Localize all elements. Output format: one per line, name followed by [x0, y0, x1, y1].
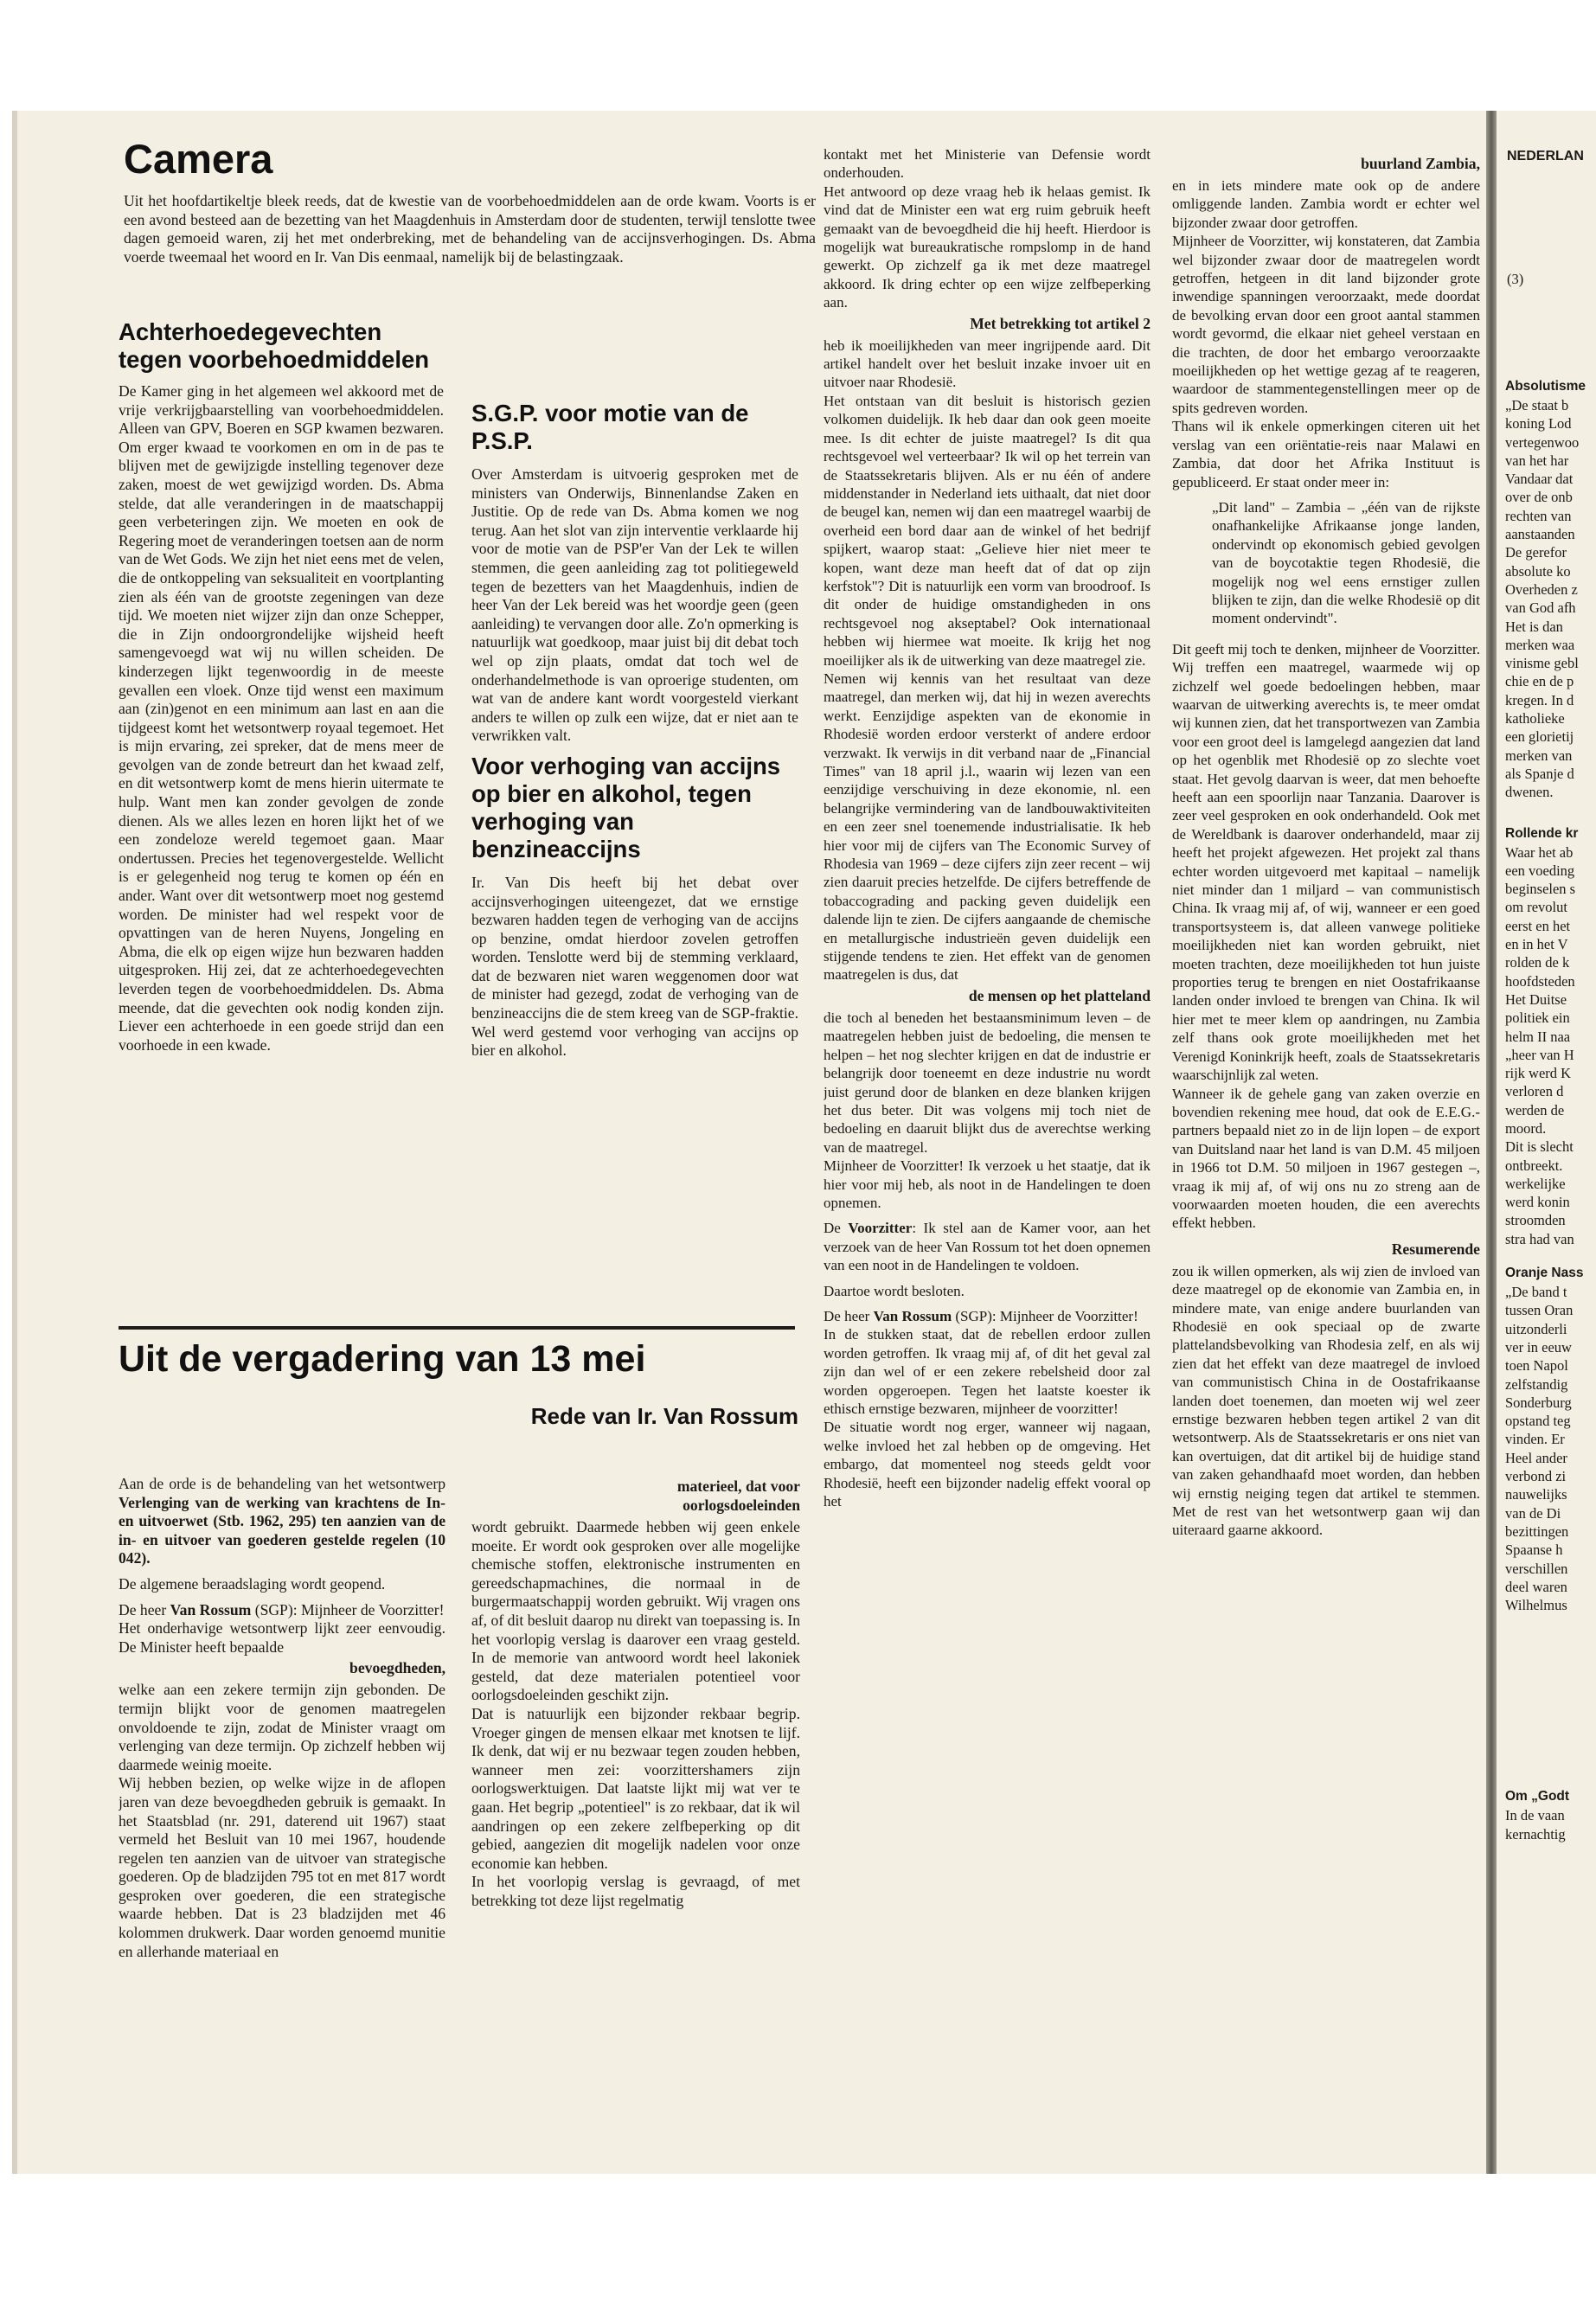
rossum-paragraph-5: Dat is natuurlijk een bijzonder rekbaar begrip. Vroeger gingen de mensen elkaar met knotsen te lijf. Ik denk, dat wij er nu bezwaar tegen zouden hebben, wanneer men zei: voorzittershamers zijn oorlogswerktuigen. Dat laatste lijkt mij wat ver te gaan. Het begrip „potentieel" is zo rekbaar, dat ik wil aandringen op een zekere zelfbeperking op dit gebied, aangezien dit mogelijk nadelen voor onze economie kan hebben.: [471, 1704, 800, 1872]
adjacent-line: Sonderburg: [1505, 1394, 1572, 1411]
rossum-speaker-line: [824, 1307, 1151, 1325]
adjacent-line: Het Duitse: [1505, 990, 1567, 1008]
adjacent-heading: Om „Godt: [1505, 1789, 1570, 1804]
subhead-resumerende: Resumerende: [1391, 1240, 1480, 1258]
adjacent-page: [1497, 111, 1596, 2174]
adjacent-line: chie en de p: [1505, 673, 1574, 690]
adjacent-line: ontbreekt.: [1505, 1157, 1563, 1174]
adjacent-line: Overheden z: [1505, 580, 1578, 598]
speaker-suffix: (SGP): Mijnheer de Voorzitter!: [251, 1600, 445, 1618]
voorzitter-name: Voorzitter: [848, 1220, 913, 1237]
voorzitter-suffix: : Ik stel aan de Kamer voor, aan het verzoek van de heer Van Rossum tot het doen opnemen van een noot in de Handelingen te voldoen.: [824, 1220, 1151, 1274]
rossum-paragraph-2: welke aan een zekere termijn zijn gebonden. De termijn blijkt voor de genomen maatregelen onvoldoende te zijn, zodat de Minister vraagt om verlenging van deze termijn. Op zichzelf hebben wij daarmede weinig moeite.: [119, 1681, 445, 1773]
agenda-item: [119, 1475, 445, 1568]
adjacent-line: vinisme gebl: [1505, 655, 1579, 672]
adjacent-line: opstand teg: [1505, 1413, 1571, 1430]
achterhoede-text-continued: [471, 318, 798, 393]
beraadslaging: De algemene beraadslaging wordt geopend.: [119, 1574, 386, 1593]
column-3: [824, 145, 1151, 2161]
rossum-prefix: De heer: [824, 1307, 874, 1324]
col3-paragraph-2: Het antwoord op deze vraag heb ik helaas gemist. Ik vind dat de Minister een wat erg ruim gebruik heeft gemaakt van de bevoegdheid die hij heeft. Hierdoor is mogelijk wat bureaukratische rompslomp in de hand gewerkt. Op zichzelf ga ik met deze maatregel akkoord. Ik dring echter op een wijze zelfbeperking aan.: [824, 183, 1151, 311]
adjacent-line: koning Lod: [1505, 415, 1572, 433]
col3-paragraph-12: De situatie wordt nog erger, wanneer wij nagaan, welke invloed het zal hebben op de omgeving. Het embargo, dat momenteel nog steeds geldt voor Rhodesië, heeft een bijzonder nadelig effekt vooral op het: [824, 1419, 1151, 1510]
adjacent-line: Vandaar dat: [1505, 471, 1574, 488]
adjacent-line: Wilhelmus: [1505, 1597, 1567, 1614]
adjacent-line: Heel ander: [1505, 1449, 1567, 1466]
col4-paragraph-2: Mijnheer de Voorzitter, wij konstateren, dat Zambia wel bijzonder zwaar door de maatregelen wordt getroffen, hetgeen in dit land bijzonder grote inwendige spanningen veroorzaakt, mede doordat de bevolking ervan door een groot aantal stammen wordt gevormd, die elkaar niet geheel verstaan en die trachten, de door het embargo veroorzaakte moeilijkheden op het wettige gezag af te reageren, waardoor de stammentegenstellingen meer op de spits gedreven worden.: [1172, 233, 1480, 416]
adjacent-line: van God afh: [1505, 599, 1576, 617]
adjacent-line: van de Di: [1505, 1504, 1561, 1522]
col3-paragraph-3: heb ik moeilijkheden van meer ingrijpende aard. Dit artikel handelt over het besluit inzake invoer uit en uitvoer naar Rhodesië.: [824, 336, 1151, 391]
agenda-prefix: Aan de orde is de behandeling van het wetsontwerp: [119, 1475, 445, 1492]
adjacent-line: kregen. In d: [1505, 691, 1574, 708]
voorzitter-prefix: De: [824, 1220, 849, 1237]
speaker-prefix: De heer: [119, 1600, 170, 1618]
subhead-artikel2: Met betrekking tot artikel 2: [970, 314, 1151, 332]
adjacent-line: rechten van: [1505, 507, 1572, 524]
rossum-paragraph-1: Het onderhavige wetsontwerp lijkt zeer eenvoudig. De Minister heeft bepaalde: [119, 1619, 445, 1656]
subhead-materieel: materieel, dat voor oorlogsdoeleinden: [676, 1477, 800, 1514]
adjacent-line: dwenen.: [1505, 784, 1554, 801]
adjacent-line: Het is dan: [1505, 618, 1563, 635]
col4-paragraph-1: en in iets mindere mate ook op de andere omliggende landen. Zambia wordt er echter wel bijzonder zwaar door getroffen.: [1172, 177, 1480, 231]
achterhoede-text: De Kamer ging in het algemeen wel akkoord met de vrije verkrijgbaarstelling van voorbehoedmiddelen. Alleen van GPV, Boeren en SGP kwamen bezwaren. Om erger kwaad te voorkomen en om in de pas te blijven met de gewijzigde instelling tegenover deze zaken, moest de wet gewijzigd worden. Ds. Abma stelde, dat alle veranderingen in de maatschappij geen verbeteringen zijn. We moeten en ook de Regering moet de veranderingen toetsen aan de norm van de Wet Gods. We zijn het niet eens met de velen, die de ontkoppeling van seksualiteit en voortplanting zien als één van de grootste zegeningen van deze tijd. We moeten niet wijzer zijn dan onze Schepper, die in Zijn ondoorgrondelijke wijsheid heeft samengevoegd wat wij nu willen scheiden. De kinderzegen lijkt tegenwoordig in de meeste gevallen een vloek. Onze tijd wenst een maximum aan (zin)genot en een minimum aan last en aan die tijdgeest komt het wetsontwerp royaal tegemoet. Het is mijn ervaring, zei spreker, dat de mens meer de gevolgen van de zonde betreurt dan het kwaad zelf, en dit wetsontwerp komt de mens hierin uitermate te hulp. Want men kan zonder gevolgen de zonde dienen. Als we alles lezen en horen lijkt het of we een zondeloze wereld tegemoet gaan. Maar ondertussen. Precies het tegenovergestelde. Wellicht is er gelegenheid nog terug te komen op één en ander. Want over dit wetsontwerp moet nog gestemd worden. De minister had wel respekt voor de opvattingen van de heren Nuyens, Jongeling en Abma, die elk op eigen wijze hun bezwaren hadden uitgesproken. Hij zei, dat ze achterhoedegevechten leverden tegen de voorbehoedmiddelen. Ds. Abma meende, dat die gevechten ook nodig konden zijn. Liever een achterhoede in een goede strijd dan een voorhoede in een kwade.: [119, 382, 444, 1054]
page-gutter: [1486, 111, 1497, 2174]
speaker-line: [119, 1601, 445, 1620]
adjacent-line: vinden. Er: [1505, 1431, 1565, 1448]
adjacent-line: vertegenwoo: [1505, 433, 1580, 451]
rossum-paragraph-3: Wij hebben bezien, op welke wijze in de aflopen jaren van deze bevoegdheden gebruik is gemaakt. In het Staatsblad (nr. 291, daterend uit 1967) staat vermeld het Besluit van 10 mei 1967, houdende regelen ten aanzien van de uitvoer van strategische goederen. Op de bladzijden 795 tot en met 817 wordt gesproken over goederen, die een strategische waarde hebben. Dat is 23 bladzijden met 46 kolommen drukwerk. Daar worden genoemd munitie en allerhande materiaal en: [119, 1774, 445, 1960]
adjacent-line: eerst en het: [1505, 917, 1571, 934]
column-4: [1172, 145, 1480, 2161]
adjacent-line: rolden de k: [1505, 954, 1570, 971]
adjacent-line: hoofdsteden: [1505, 972, 1575, 990]
adjacent-line: toen Napol: [1505, 1357, 1568, 1375]
adjacent-line: kernachtig: [1505, 1825, 1566, 1843]
col4-paragraph-3: Thans wil ik enkele opmerkingen citeren uit het verslag van een oriëntatie-reis naar Malawi en Zambia, dat door het Afrika Instituut is gepubliceerd. Er staat onder meer in:: [1172, 418, 1480, 490]
col4-paragraph-6: zou ik willen opmerken, als wij zien de invloed van deze maatregel op de ekonomie van Zambia en, in mindere mate, van enige andere buurlanden van Rhodesië en ook speciaal op de zwarte plattelandsbevolking van Rhodesia zelf, en als wij zien dat het effekt van deze maatregel de invloed van communistisch China in de Oostafrikaanse landen doet toenemen, dan moeten wij wel zeer ernstige bezwaren hebben tegen artikel 2 van dit wetsontwerp. Als de Staatssekretaris er ons niet van kan overtuigen, dat dit artikel bij de huidige stand van zaken gehandhaafd moet worden, dan hebben wij ernstig neiging tegen dat artikel te stemmen. Met de rest van het wetsontwerp gaan wij dan uiteraard gaarne akkoord.: [1172, 1262, 1480, 1539]
vergadering-column-2: [471, 1475, 800, 2158]
agenda-bold: Verlenging van de werking van krachtens de In- en uitvoerwet (Stb. 1962, 295) ten aanzien van de in- en uitvoer van goederen gestelde regelen (10 042).: [119, 1493, 445, 1567]
adjacent-line: Waar het ab: [1505, 843, 1574, 861]
col3-paragraph-5: Nemen wij kennis van het resultaat van deze maatregel, dan merken wij, dat hij in wezen averechts werkt. Eenzijdige aspekten van de ekonomie in Rhodesië worden erdoor versterkt of andere erdoor verzwakt. Ik verwijs in dit verband naar de „Financial Times" van 18 april j.l., waarin wij lezen van een eenzijdige verschuiving in deze ekonomie, nl. een belangrijke vermindering van de landbouwaktiviteiten en een zeer snel toenemende industrialisatie. Ik heb hier voor mij de cijfers van The Economic Survey of Rhodesia van 1969 – deze cijfers zijn zeer recent – wij zien daaruit precies hetzelfde. De cijfers betreffende de tobaccograding and packing geven duidelijk een dalende lijn te zien. De cijfers aangaande de chemische en metallurgische industrieën geven duidelijk een stijgende tendens te zien. Het effekt van de genomen maatregelen is dus, dat: [824, 670, 1151, 984]
subhead-bevoegdheden: bevoegdheden,: [349, 1659, 445, 1677]
adjacent-number: (3): [1507, 271, 1524, 287]
accijns-text: Ir. Van Dis heeft bij het debat over accijnsverhogingen uiteengezet, dat we ernstige bezwaren hadden tegen de verhoging van de accijns op benzine, omdat hierdoor zovelen getroffen worden. Tenslotte werd bij de stemming verklaard, dat de bezwaren niet waren weggenomen door wat de minister had gezegd, zodat de verhoging van de benzineaccijns die de stem kreeg van de SGP-fraktie. Wel werd gestemd voor verhoging van accijns op bier en alkohol.: [471, 873, 798, 1060]
zambia-quote: „Dit land" – Zambia – „één van de rijkste onafhankelijke Afrikaanse jonge landen, ondervindt op ekonomisch gebied gevolgen van de boycotaktie tegen Rhodesië, die mogelijk nog wel eens ernstiger zullen blijken te zijn, dan die welke Rhodesië op dit moment ondervindt".: [1212, 498, 1480, 627]
achterhoede-heading: Achterhoedegevechten tegen voorbehoedmiddelen: [119, 318, 430, 373]
subhead-platteland: de mensen op het platteland: [968, 986, 1151, 1004]
rossum-suffix: (SGP): Mijnheer de Voorzitter!: [952, 1307, 1138, 1324]
adjacent-line: Dit is slecht: [1505, 1138, 1574, 1156]
col3-paragraph-11: In de stukken staat, dat de rebellen erdoor zullen worden getroffen. Ik vraag mij af, of dit het geval zal zijn dan wel of er een zekere rebelsheid door zal worden opgeroepen. Tegen het laatste koester ik ethisch ernstige bezwaren, mijnheer de voorzitter!: [824, 1326, 1151, 1417]
vergadering-title: Uit de vergadering van 13 mei: [119, 1338, 646, 1380]
rossum-paragraph-6: In het voorlopig verslag is gevraagd, of met betrekking tot deze lijst regelmatig: [471, 1873, 800, 1909]
adjacent-line: ver in eeuw: [1505, 1338, 1572, 1356]
vergadering-column-1: [119, 1475, 445, 2158]
adjacent-line: een voeding: [1505, 862, 1575, 879]
adjacent-line: helm II naa: [1505, 1028, 1571, 1045]
adjacent-line: beginselen s: [1505, 881, 1576, 898]
adjacent-heading: Rollende kr: [1505, 825, 1579, 841]
adjacent-line: katholieke: [1505, 710, 1565, 727]
adjacent-line: over de onb: [1505, 489, 1573, 506]
adjacent-line: merken van: [1505, 747, 1573, 764]
adjacent-line: werden de: [1505, 1101, 1565, 1118]
adjacent-line: moord.: [1505, 1119, 1547, 1137]
adjacent-line: nauwelijks: [1505, 1486, 1567, 1503]
adjacent-line: bezittingen: [1505, 1522, 1569, 1540]
adjacent-line: De gerefor: [1505, 544, 1567, 561]
col3-paragraph-4: Het ontstaan van dit besluit is historisch gezien volkomen duidelijk. Ik heb daar dan ook geen moeite mee. Is dit echter de juiste maatregel? Is dit qua rechtsgevoel wel verteerbaar? Ik wil op het terrein van de Staatssekretaris blijven. Als er nu één of andere middenstander in Nederland iets uithaalt, dat niet door de beugel kan, nemen wij dan een maatregel waarbij de overheid een bord daar aan de winkel of het bedrijf spijkert, waarop staat: „Gelieve hier niet meer te kopen, want deze man heeft dat of dat op zijn kerfstok"? Dit is natuurlijk een vorm van broodroof. Is dit onder de huidige omstandigheden in ons rechtsgevoel nog akseptabel? Ook internationaal hebben wij hiermee wat moeite. Ik krijg het nog moeilijker als ik de uitwerking van deze maatregel zie.: [824, 392, 1151, 669]
adjacent-heading: Oranje Nass: [1505, 1266, 1584, 1281]
adjacent-line: absolute ko: [1505, 562, 1571, 580]
adjacent-line: verschillen: [1505, 1560, 1568, 1577]
adjacent-line: om revolut: [1505, 899, 1567, 916]
adjacent-line: van het har: [1505, 452, 1569, 469]
besloten-line: Daartoe wordt besloten.: [824, 1282, 965, 1299]
camera-intro: Uit het hoofdartikeltje bleek reeds, dat de kwestie van de voorbehoedmiddelen aan de orde kwam. Voorts is er een avond besteed aan de bezetting van het Maagdenhuis in Amsterdam door de studenten, terwijl tenslotte twee dagen gemoeid waren, zij het met onderbreking, met de behandeling van de accijnsverhogingen. Ds. Abma voerde tweemaal het woord en Ir. Van Dis eenmaal, namelijk bij de belastingzaak.: [124, 192, 816, 266]
adjacent-line: verbond zi: [1505, 1468, 1567, 1485]
section-rule: [119, 1326, 795, 1330]
buurland-header: buurland Zambia,: [1361, 155, 1480, 172]
adjacent-line: uitzonderli: [1505, 1320, 1567, 1337]
sgp-text: Over Amsterdam is uitvoerig gesproken met de ministers van Onderwijs, Binnenlandse Zaken en Justitie. Op de rede van Ds. Abma komen we nog terug. Aan het slot van zijn interventie verklaarde hij voor de motie van de PSP'er Van der Lek te willen stemmen, die geen aanleiding zag tot politiegeweld tegen de bezetters van het Maagdenhuis, indien de heer Van der Lek bereid was het woordje geen (geen aanleiding) te vervangen door alle. Zo'n opmerking is natuurlijk wat goedkoop, maar juist bij dit debat toch wel op zijn plaats, omdat dat toch wel de onderhandelmethode is van oproerige studenten, om wat van de andere kant wordt voorgesteld vierkant anders te willen op zulk een wijze, dat er niet aan te verwrikken valt.: [471, 465, 798, 745]
adjacent-line: Spaanse h: [1505, 1541, 1563, 1559]
adjacent-line: politiek ein: [1505, 1009, 1570, 1027]
adjacent-line: stra had van: [1505, 1230, 1574, 1247]
adjacent-line: een glorietij: [1505, 728, 1574, 746]
camera-title: Camera: [124, 136, 273, 182]
adjacent-line: en in het V: [1505, 936, 1568, 953]
adjacent-line: verloren d: [1505, 1083, 1564, 1100]
adjacent-line: rijk werd K: [1505, 1065, 1572, 1082]
rossum-paragraph-4: wordt gebruikt. Daarmede hebben wij geen enkele moeite. Er wordt ook gesproken over alle mogelijke chemische stoffen, elektronische instrumenten en gereedschapmachines, die normaal in de burgermaatschappij worden gebruikt. Wij vragen ons af, of dit besluit daarop nu direkt van toepassing is. In het voorlopig verslag is daarover een vraag gesteld. In de memorie van antwoord wordt heel lakoniek gesteld, dat deze materialen potentieel voor oorlogsdoeleinden geschikt zijn.: [471, 1518, 800, 1704]
adjacent-line: In de vaan: [1505, 1807, 1565, 1824]
adjacent-text: [1505, 377, 1596, 1843]
col3-paragraph-6: die toch al beneden het bestaansminimum leven – de maatregelen hebben juist de bedoeling, die mensen te helpen – het nog slechter krijgen en dat de industrie er belangrijk door toeneemt en deze industrie nu wordt juist gerund door de blanken en deze blanken krijgen het dus beter. Dit was volgens mij toch niet de bedoeling en daaruit blijkt dus de averechtse werking van de maatregel.: [824, 1009, 1151, 1156]
adjacent-line: tussen Oran: [1505, 1302, 1574, 1319]
achterhoede-column-1: [119, 318, 444, 1304]
sgp-heading: S.G.P. voor motie van de P.S.P.: [471, 400, 749, 454]
adjacent-line: „heer van H: [1505, 1046, 1574, 1063]
speaker-name: Van Rossum: [170, 1600, 252, 1618]
adjacent-line: werkelijke: [1505, 1175, 1566, 1192]
col3-paragraph-7: Mijnheer de Voorzitter! Ik verzoek u het staatje, dat ik hier voor mij heb, als noot in de Handelingen te doen opnemen.: [824, 1157, 1151, 1211]
adjacent-line: merken waa: [1505, 636, 1575, 653]
col4-paragraph-4: Dit geeft mij toch te denken, mijnheer de Voorzitter. Wij treffen een maatregel, waarmede wij op zichzelf wel goede bedoelingen hebben, maar waarvan de uitwerking averechts is, te meer omdat wij kunnen zien, dat het transportwezen van Zambia voor een groot deel is lamgelegd aangezien dat land op het ogenblik met Rhodesië op zo slechte voet staat. Het gevolg daarvan is weer, dat men behoefte heeft aan een spoorlijn naar Tanzania. Daarover is zeer veel gesproken en ook onderhandeld. Ook met de Wereldbank is daarover onderhandeld, maar zij heeft het projekt afgewezen. Het projekt zal thans echter worden uitgevoerd met kapitaal – namelijk niet minder dan 1 miljard – van communistisch China. Ik vraag mij af, of wij, wanneer er een goed transportsysteem is, dat alleen vanwege politieke moeilijkheden niet kan worden gebruikt, niet moeten trachten, deze moeilijkheden tot hun juiste proporties terug te brengen en niet Oostafrikaanse landen onder invloed te brengen van China. Ik wil hier met te meer klem op aandringen, nu Zambia zelf thans ook grote moeilijkheden met het Verenigd Koninkrijk heeft, zoals de Staatssekretaris waarschijnlijk zal weten.: [1172, 640, 1480, 1084]
adjacent-heading: Absolutisme: [1505, 379, 1586, 394]
adjacent-line: stroomden: [1505, 1212, 1566, 1229]
col3-paragraph-1: kontakt met het Ministerie van Defensie wordt onderhouden.: [824, 146, 1151, 182]
voorzitter-line: [824, 1219, 1151, 1274]
adjacent-line: „De staat b: [1505, 397, 1569, 413]
adjacent-line: als Spanje d: [1505, 765, 1574, 782]
col4-paragraph-5: Wanneer ik de gehele gang van zaken overzie en bovendien rekening mee houd, dat ook de E.E.G.-partners bepaald niet zo in de lijn lopen – de export van Duitsland naar het land is van D.M. 45 miljoen in 1966 tot D.M. 50 miljoen in 1967 gestegen –, vraag ik mij af, of wij ons nu zo streng aan de voorwaarden moeten houden, die een averechts effekt hebben.: [1172, 1085, 1480, 1232]
adjacent-line: „De band t: [1505, 1284, 1567, 1301]
adjacent-line: deel waren: [1505, 1578, 1567, 1595]
achterhoede-column-2: [471, 318, 798, 1304]
rossum-name: Van Rossum: [873, 1307, 952, 1324]
adjacent-line: aanstaanden: [1505, 526, 1575, 543]
adjacent-line: zelfstandig: [1505, 1375, 1568, 1393]
accijns-heading: Voor verhoging van accijns op bier en alkohol, tegen verhoging van benzineaccijns: [471, 752, 781, 862]
rede-subtitle: Rede van Ir. Van Rossum: [530, 1403, 798, 1429]
adjacent-line: werd konin: [1505, 1194, 1570, 1211]
adjacent-header: NEDERLAN: [1507, 149, 1584, 163]
